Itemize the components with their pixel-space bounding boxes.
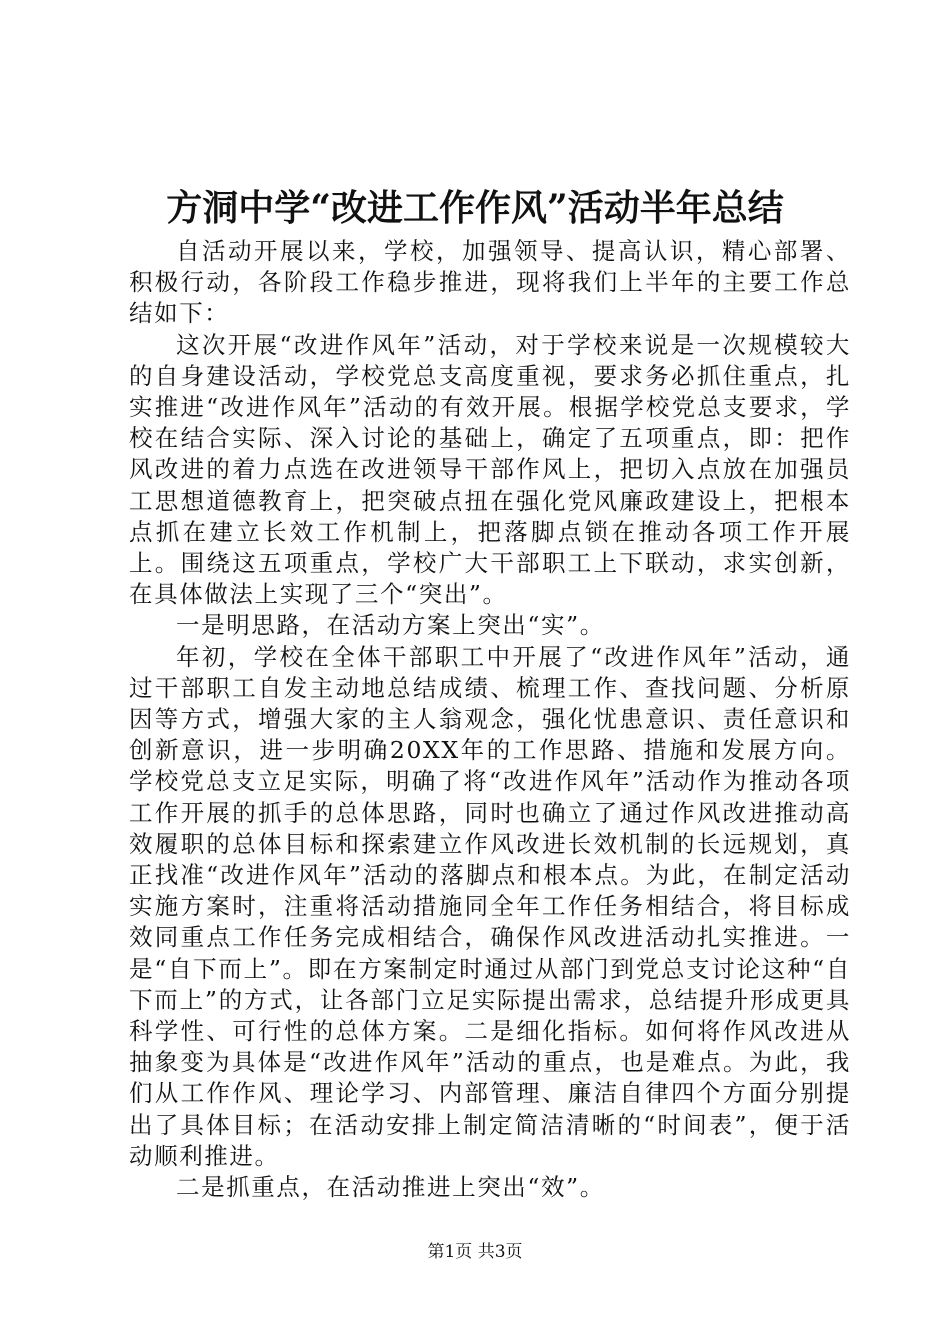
paragraph-background: 这次开展“改进作风年”活动，对于学校来说是一次规模较大的自身建设活动，学校党总支高度重视，要求务必抓住重点，扎实推进“改进作风年”活动的有效开展。根据学校党总支要求，学校在结合实际、深入讨论的基础上，确定了五项重点，即：把作风改进的着力点选在改进领导干部作风上，把切入点放在加强员工思想道德教育上，把突破点扭在强化党风廉政建设上，把根本点抓在建立长效工作机制上，把落脚点锁在推动各项工作开展上。围绕这五项重点，学校广大干部职工上下联动，求实创新，在具体做法上实现了三个“突出”。 <box>129 330 851 609</box>
document-title: 方洞中学“改进工作作风”活动半年总结 <box>166 187 784 229</box>
document-body <box>129 236 851 1203</box>
paragraph-details-one: 年初，学校在全体干部职工中开展了“改进作风年”活动，通过干部职工自发主动地总结成绩、梳理工作、查找问题、分析原因等方式，增强大家的主人翁观念，强化忧患意识、责任意识和创新意识，进一步明确20XX年的工作思路、措施和发展方向。学校党总支立足实际，明确了将“改进作风年”活动作为推动各项工作开展的抓手的总体思路，同时也确立了通过作风改进推动高效履职的总体目标和探索建立作风改进长效机制的长远规划，真正找准“改进作风年”活动的落脚点和根本点。为此，在制定活动实施方案时，注重将活动措施同全年工作任务相结合，将目标成效同重点工作任务完成相结合，确保作风改进活动扎实推进。一是“自下而上”。即在方案制定时通过从部门到党总支讨论这种“自下而上”的方式，让各部门立足实际提出需求，总结提升形成更具科学性、可行性的总体方案。二是细化指标。如何将作风改进从抽象变为具体是“改进作风年”活动的重点，也是难点。为此，我们从工作作风、理论学习、内部管理、廉洁自律四个方面分别提出了具体目标；在活动安排上制定简洁清晰的“时间表”，便于活动顺利推进。 <box>129 642 851 1170</box>
paragraph-heading-one: 一是明思路，在活动方案上突出“实”。 <box>176 611 605 640</box>
page-number-footer: 第1页 共3页 <box>427 1242 523 1262</box>
paragraph-heading-two: 二是抓重点，在活动推进上突出“效”。 <box>176 1173 605 1202</box>
paragraph-intro: 自活动开展以来，学校，加强领导、提高认识，精心部署、积极行动，各阶段工作稳步推进，现将我们上半年的主要工作总结如下： <box>129 237 851 328</box>
